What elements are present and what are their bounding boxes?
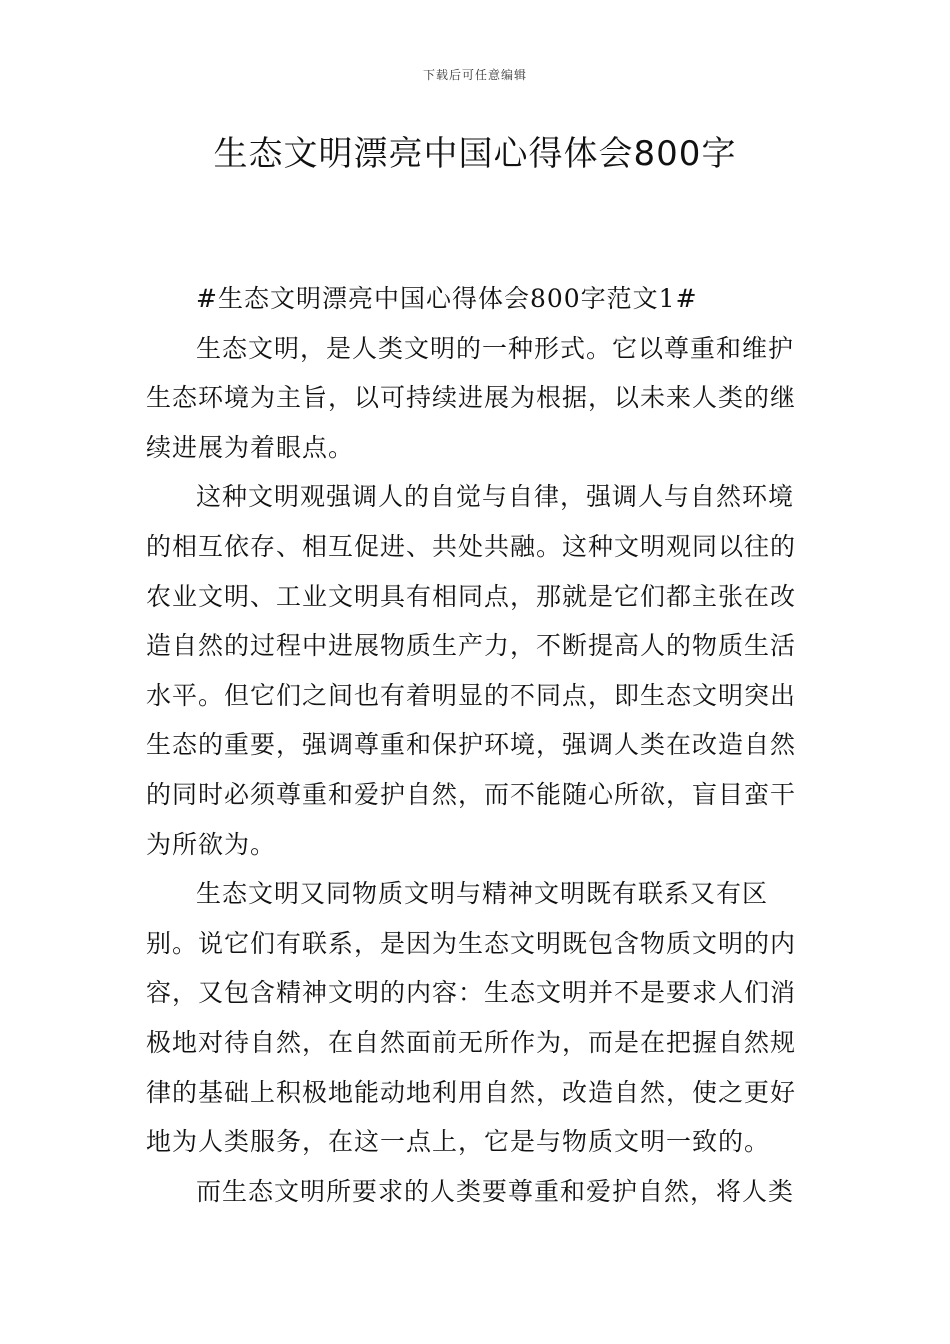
paragraph-4: 而生态文明所要求的人类要尊重和爱护自然，将人类 bbox=[196, 1176, 795, 1206]
paragraph-1: 生态文明，是人类文明的一种形式。它以尊重和维护生态环境为主旨，以可持续进展为根据，以未来人类的继续进展为着眼点。 bbox=[146, 333, 797, 462]
paragraph-3: 生态文明又同物质文明与精神文明既有联系又有区别。说它们有联系，是因为生态文明既包含物质文明的内容，又包含精神文明的内容：生态文明并不是要求人们消极地对待自然，在自然面前无所作为，而是在把握自然规律的基础上积极地能动地利用自然，改造自然，使之更好地为人类服务，在这一点上，它是与物质文明一致的。 bbox=[146, 879, 797, 1157]
paragraph-2: 这种文明观强调人的自觉与自律，强调人与自然环境的相互依存、相互促进、共处共融。这种文明观同以往的农业文明、工业文明具有相同点，那就是它们都主张在改造自然的过程中进展物质生产力，不断提高人的物质生活水平。但它们之间也有着明显的不同点，即生态文明突出生态的重要，强调尊重和保护环境，强调人类在改造自然的同时必须尊重和爱护自然，而不能随心所欲，盲目蛮干为所欲为。 bbox=[146, 482, 797, 859]
page-header-note: 下载后可任意编辑 bbox=[422, 68, 527, 82]
document-body bbox=[146, 274, 814, 1216]
document-title: 生态文明漂亮中国心得体会800字 bbox=[213, 134, 737, 174]
section-heading: #生态文明漂亮中国心得体会800字范文1# bbox=[196, 284, 698, 313]
